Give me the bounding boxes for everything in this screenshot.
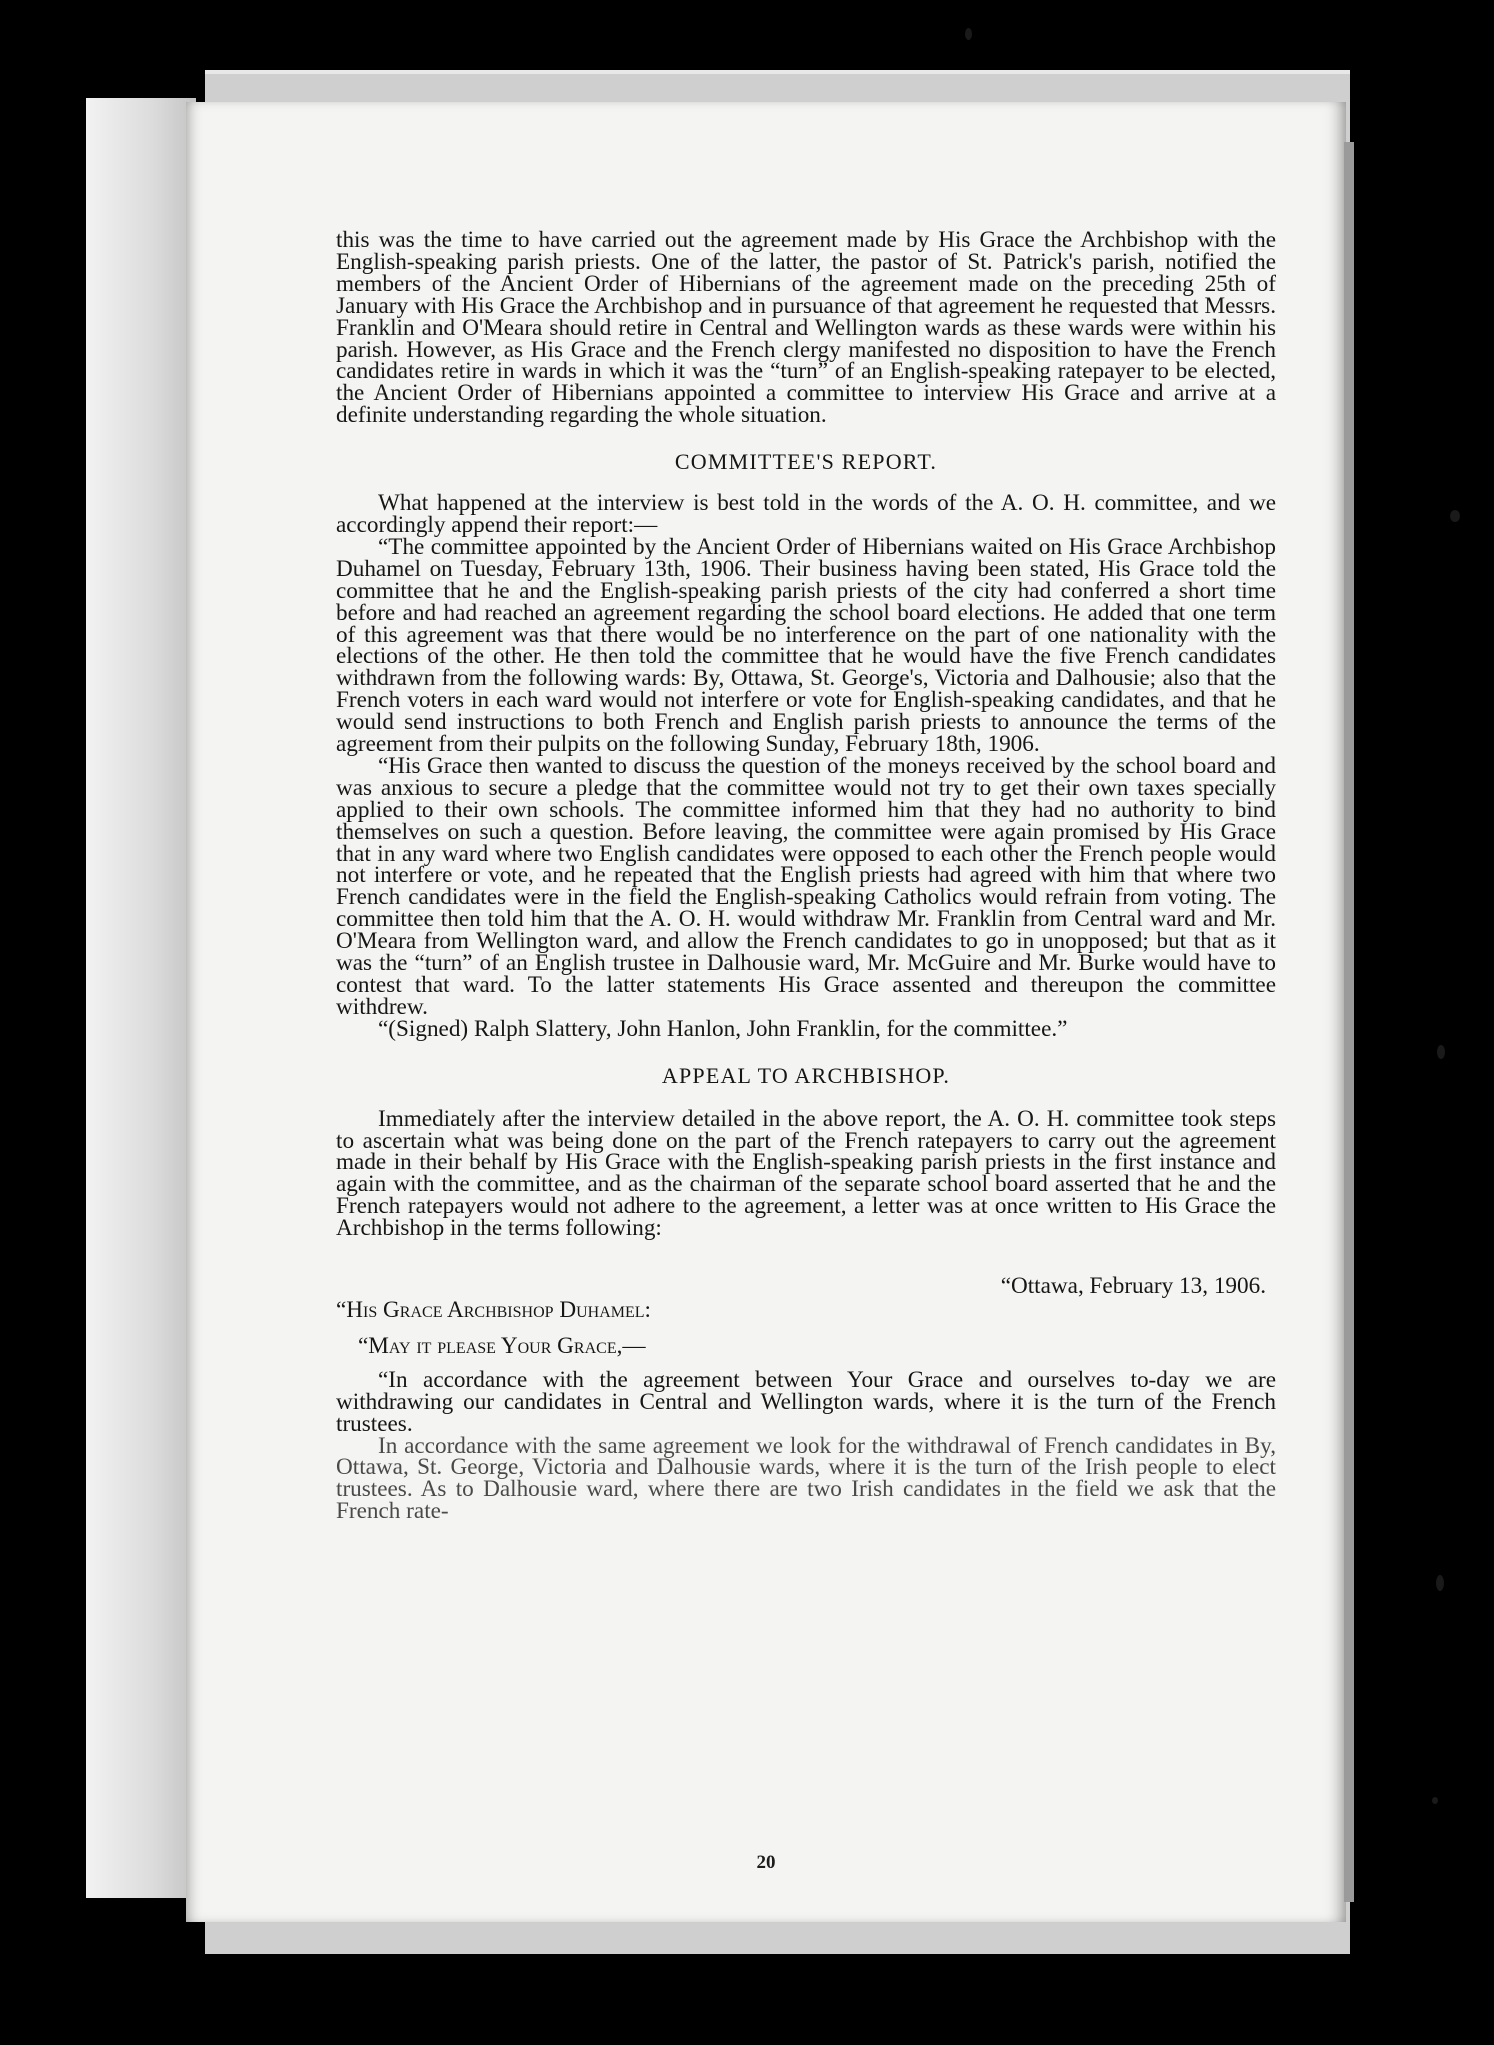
heading-committees-report: COMMITTEE'S REPORT.: [674, 449, 938, 475]
scan-speck: [1437, 1045, 1445, 1059]
paragraph-opening: this was the time to have carried out the agreement made by His Grace the Archbishop with the English-speaking parish priests. One of the latter, the pastor of St. Patrick's parish, notified the members of the Ancient Order of Hibernians of the agreement made on the preceding 25th of January with His Grace the Archbishop and in pursuance of that agreement he requested that Messrs. Franklin and O'Meara should retire in Central and Wellington wards as these wards were within his parish. However, as His Grace and the French clergy manifested no disposition to have the French candidates retire in wards in which it was the “turn” of an English-speaking ratepayer to be elected, the Ancient Order of Hibernians appointed a committee to interview His Grace and arrive at a definite understanding regarding the whole situation.: [336, 227, 1276, 429]
letter-greeting: “May it please Your Grace,—: [358, 1332, 646, 1359]
paragraph-interview-intro: What happened at the interview is best told in the words of the A. O. H. committee, and we accordingly append their report:—: [336, 490, 1276, 538]
paragraph-signed: “(Signed) Ralph Slattery, John Hanlon, John Franklin, for the committee.”: [378, 1015, 1068, 1042]
page-edge: [1344, 142, 1354, 1902]
scan-speck: [965, 28, 972, 40]
letter-dateline: “Ottawa, February 13, 1906.: [1000, 1273, 1266, 1300]
text-block: [336, 227, 1276, 1525]
paragraph-report-meeting: “The committee appointed by the Ancient Order of Hibernians waited on His Grace Archbishop Duhamel on Tuesday, February 13th, 1906. Their business having been stated, His Grace told the committee that he and the English-speaking parish priests of the city had conferred a short time before and had reached an agreement regarding the school board elections. He added that one term of this agreement was that there would be no interference on the part of one nationality with the elections of the other. He then told the committee that he would have the five French candidates withdrawn from the following wards: By, Ottawa, St. George's, Victoria and Dalhousie; also that the French voters in each ward would not interfere or vote for English-speaking candidates, and that he would send instructions to both French and English parish priests to announce the terms of the agreement from their pulpits on the following Sunday, February 18th, 1906.: [336, 533, 1276, 758]
document-page: [186, 102, 1346, 1922]
scan-speck: [1436, 1575, 1444, 1591]
letter-salutation: “His Grace Archbishop Duhamel:: [336, 1296, 651, 1323]
letter-paragraph-withdrawal: “In accordance with the agreement between Your Grace and ourselves to-day we are withdrawing our candidates in Central and Wellington wards, where it is the turn of the French trustees.: [336, 1366, 1276, 1437]
page-number: 20: [756, 1852, 776, 1873]
binding-strip: [86, 98, 196, 1898]
letter-paragraph-request: In accordance with the same agreement we look for the withdrawal of French candidates in By, Ottawa, St. George, Victoria and Dalhousie wards, where it is the turn of the Irish people to elect trustees. As to Dalhousie ward, where there are two Irish candidates in the field we ask that the French rate-: [336, 1432, 1276, 1525]
heading-appeal-to-archbishop: APPEAL TO ARCHBISHOP.: [661, 1062, 951, 1088]
paragraph-report-moneys: “His Grace then wanted to discuss the question of the moneys received by the school board and was anxious to secure a pledge that the committee would not try to get their own taxes specially applied to their own schools. The committee informed him that they had no authority to bind themselves on such a question. Before leaving, the committee were again promised by His Grace that in any ward where two English candidates were opposed to each other the French people would not interfere or vote, and he repeated that the English priests had agreed with him that where two French candidates were in the field the English-speaking Catholics would refrain from voting. The committee then told him that the A. O. H. would withdraw Mr. Franklin from Central ward and Mr. O'Meara from Wellington ward, and allow the French candidates to go in unopposed; but that as it was the “turn” of an English trustee in Dalhousie ward, Mr. McGuire and Mr. Burke would have to contest that ward. To the latter statements His Grace assented and thereupon the committee withdrew.: [336, 752, 1276, 1020]
paragraph-appeal: Immediately after the interview detailed in the above report, the A. O. H. committee took steps to ascertain what was being done on the part of the French ratepayers to carry out the agreement made in their behalf by His Grace with the English-speaking parish priests in the first instance and again with the committee, and as the chairman of the separate school board asserted that he and the French ratepayers would not adhere to the agreement, a letter was at once written to His Grace the Archbishop in the terms following:: [336, 1105, 1276, 1242]
scan-speck: [1432, 1797, 1438, 1804]
scan-speck: [1450, 510, 1460, 522]
